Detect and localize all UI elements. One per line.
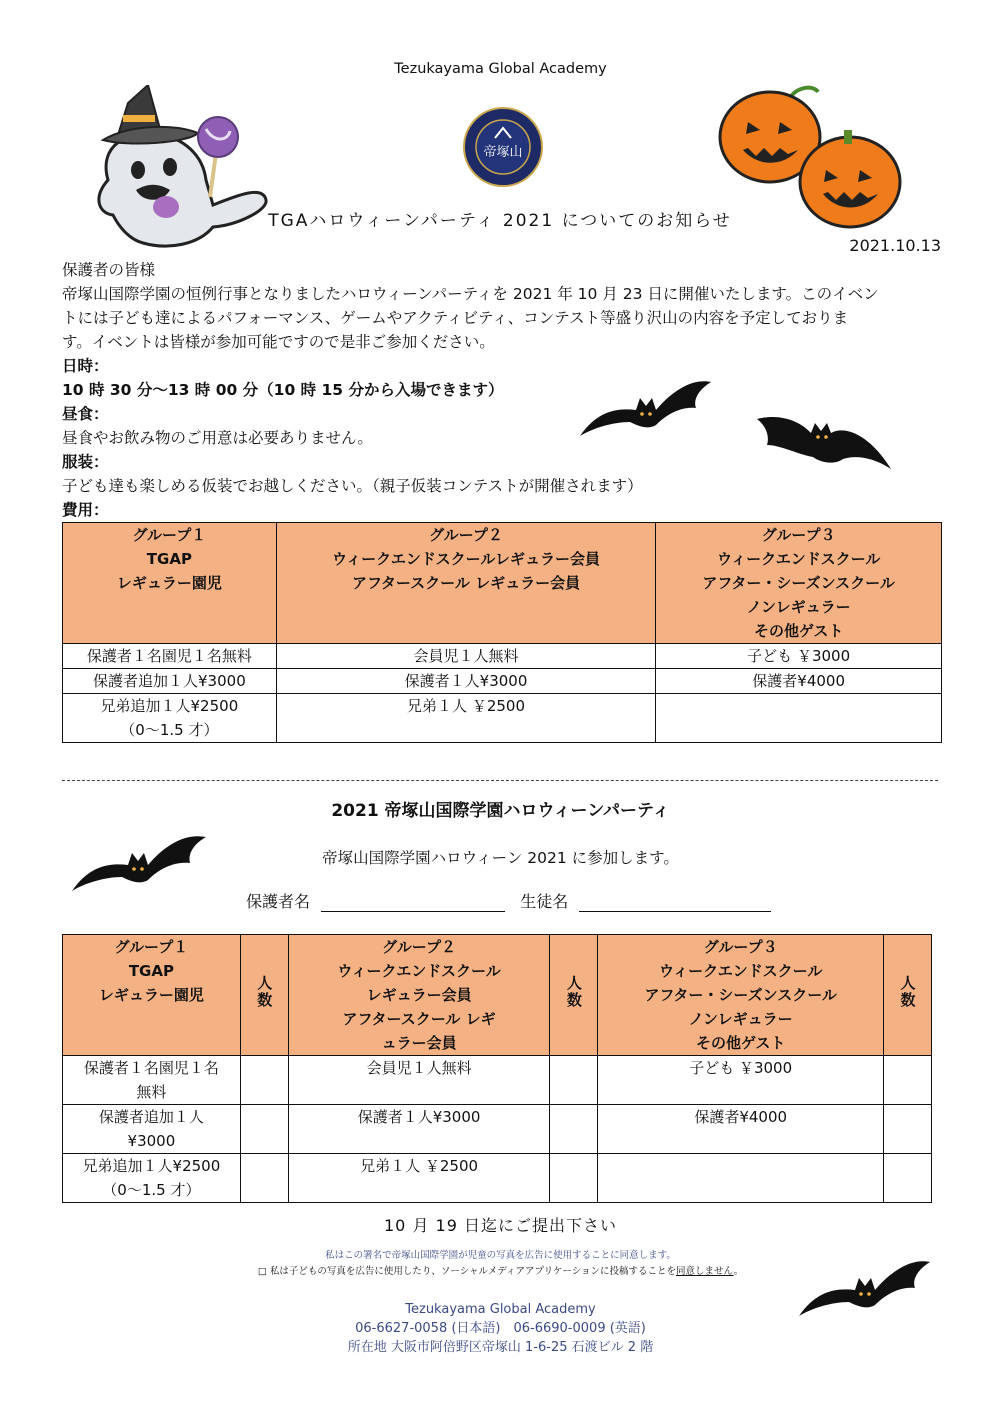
count-input-cell[interactable] bbox=[550, 1056, 598, 1105]
guardian-name-label: 保護者名 bbox=[246, 892, 311, 911]
table-row bbox=[63, 1056, 932, 1105]
group3-header bbox=[656, 523, 942, 644]
intro-line: トには子ども達によるパフォーマンス、ゲームやアクティビティ、コンテスト等盛り沢山の内容を予定しておりま bbox=[62, 309, 849, 327]
fee-cell: 保護者１人¥3000 bbox=[288, 1105, 550, 1154]
header-line: グループ２ bbox=[382, 938, 456, 956]
when-value: 10 時 30 分〜13 時 00 分（10 時 15 分から入場できます） bbox=[62, 381, 504, 399]
header-line: グループ１ bbox=[132, 526, 207, 544]
header-line: ノンレギュラー bbox=[746, 598, 851, 616]
group2-header bbox=[276, 523, 656, 644]
fee-cell: 保護者¥4000 bbox=[598, 1105, 884, 1154]
count-input-cell[interactable] bbox=[550, 1154, 598, 1203]
count-label: 人数 bbox=[898, 974, 917, 1009]
consent-statement: 私はこの署名で帝塚山国際学園が児童の写真を広告に使用することに同意します。 bbox=[325, 1250, 676, 1261]
dress-label: 服装： bbox=[62, 453, 109, 471]
reply-table-header-row bbox=[63, 935, 932, 1056]
lunch-value: 昼食やお飲み物のご用意は必要ありません。 bbox=[62, 429, 373, 447]
count-input-cell[interactable] bbox=[240, 1056, 288, 1105]
header-line: ノンレギュラー bbox=[688, 1010, 793, 1028]
header-line: レギュラー園児 bbox=[116, 574, 222, 592]
group3-header bbox=[598, 935, 884, 1056]
table-row bbox=[63, 1154, 932, 1203]
header-line: TGAP bbox=[128, 962, 174, 980]
header-line: グループ１ bbox=[114, 938, 189, 956]
guardian-name-field[interactable] bbox=[321, 893, 505, 912]
reply-table bbox=[62, 934, 932, 1203]
when-label: 日時： bbox=[62, 357, 109, 375]
group1-header bbox=[63, 935, 241, 1056]
letter-body bbox=[62, 258, 942, 522]
intro-line: 帝塚山国際学園の恒例行事となりましたハロウィーンパーティを 2021 年 10 月 23 日に開催いたします。このイベン bbox=[62, 285, 879, 303]
header-line: レギュラー園児 bbox=[98, 986, 204, 1004]
name-fields bbox=[246, 889, 771, 912]
fee-table bbox=[62, 522, 942, 743]
bat-illustration bbox=[755, 405, 893, 473]
count-input-cell[interactable] bbox=[883, 1105, 931, 1154]
table-row bbox=[63, 669, 942, 694]
fee-cell: 保護者¥4000 bbox=[656, 669, 942, 694]
fee-cell: 保護者追加１人¥3000 bbox=[63, 669, 277, 694]
fee-table-header-row bbox=[63, 523, 942, 644]
count-input-cell[interactable] bbox=[883, 1056, 931, 1105]
student-name-field[interactable] bbox=[579, 893, 771, 912]
count-label: 人数 bbox=[255, 974, 274, 1009]
academy-logo bbox=[462, 106, 544, 188]
header-line: アフター・シーズンスクール bbox=[702, 574, 895, 592]
header-line: レギュラー会員 bbox=[366, 986, 472, 1004]
header-line: アフタースクール レギュラー会員 bbox=[351, 574, 581, 592]
deadline: 10 月 19 日迄にご提出下さい bbox=[384, 1216, 617, 1235]
consent-optout-end: 。 bbox=[733, 1266, 744, 1277]
header-line: ウィークエンドスクール bbox=[337, 962, 501, 980]
count-input-cell[interactable] bbox=[550, 1105, 598, 1154]
footer bbox=[0, 1300, 1001, 1357]
lunch-label: 昼食： bbox=[62, 405, 109, 423]
fee-cell bbox=[656, 694, 942, 743]
academy-name: Tezukayama Global Academy bbox=[394, 61, 607, 77]
greeting: 保護者の皆様 bbox=[62, 261, 156, 279]
fee-cell: 兄弟追加１人¥2500 （0〜1.5 才） bbox=[63, 1154, 241, 1203]
intro-line: す。イベントは皆様が参加可能ですので是非ご参加ください。 bbox=[62, 333, 495, 351]
consent-optout-text: □ 私は子どもの写真を広告に使用したり、ソーシャルメディアアプリケーションに投稿することを bbox=[257, 1266, 677, 1277]
count-header bbox=[240, 935, 288, 1056]
fee-cell: 会員児１人無料 bbox=[276, 644, 656, 669]
consent-optout-emphasis: 同意しません bbox=[676, 1266, 734, 1277]
header-line: TGAP bbox=[146, 550, 192, 568]
fee-cell: 保護者追加１人 ¥3000 bbox=[63, 1105, 241, 1154]
page-title: TGAハロウィーンパーティ 2021 についてのお知らせ bbox=[268, 211, 732, 231]
student-name-label: 生徒名 bbox=[520, 892, 569, 911]
header-line: アフター・シーズンスクール bbox=[644, 986, 837, 1004]
header-line: その他ゲスト bbox=[695, 1034, 786, 1052]
header-line: グループ２ bbox=[429, 526, 503, 544]
header-line: ウィークエンドスクール bbox=[716, 550, 881, 568]
table-row bbox=[63, 644, 942, 669]
fee-cell: 保護者１名園児１名無料 bbox=[63, 644, 277, 669]
dress-value: 子ども達も楽しめる仮装でお越しください。（親子仮装コンテストが開催されます） bbox=[62, 477, 643, 495]
header-line: アフタースクール レギ bbox=[342, 1010, 496, 1028]
group2-header bbox=[288, 935, 550, 1056]
fee-cell: 保護者１名園児１名 無料 bbox=[63, 1056, 241, 1105]
fee-cell: 会員児１人無料 bbox=[288, 1056, 550, 1105]
logo-text: 帝塚山 bbox=[483, 145, 523, 160]
count-input-cell[interactable] bbox=[883, 1154, 931, 1203]
header-line: グループ３ bbox=[703, 938, 778, 956]
fee-cell: 兄弟１人 ￥2500 bbox=[276, 694, 656, 743]
notice-date: 2021.10.13 bbox=[849, 236, 941, 255]
fee-label: 費用： bbox=[62, 501, 109, 519]
fee-cell: 子ども ￥3000 bbox=[656, 644, 942, 669]
table-row bbox=[63, 694, 942, 743]
count-header bbox=[883, 935, 931, 1056]
header-line: ウィークエンドスクールレギュラー会員 bbox=[332, 550, 601, 568]
header-line: グループ３ bbox=[761, 526, 836, 544]
table-row bbox=[63, 1105, 932, 1154]
form-title: 2021 帝塚山国際学園ハロウィーンパーティ bbox=[331, 801, 670, 821]
fee-cell: 兄弟１人 ￥2500 bbox=[288, 1154, 550, 1203]
fee-cell: 兄弟追加１人¥2500 （0〜1.5 才） bbox=[63, 694, 277, 743]
header-line: ウィークエンドスクール bbox=[659, 962, 823, 980]
fee-cell: 保護者１人¥3000 bbox=[276, 669, 656, 694]
count-input-cell[interactable] bbox=[240, 1154, 288, 1203]
footer-address: 所在地 大阪市阿倍野区帝塚山 1-6-25 石渡ビル 2 階 bbox=[347, 1340, 654, 1355]
header-line: ュラー会員 bbox=[381, 1034, 457, 1052]
footer-academy: Tezukayama Global Academy bbox=[405, 1302, 596, 1317]
count-label: 人数 bbox=[564, 974, 583, 1009]
count-input-cell[interactable] bbox=[240, 1105, 288, 1154]
fee-cell bbox=[598, 1154, 884, 1203]
footer-phones: 06-6627-0058 (日本語) 06-6690-0009 (英語) bbox=[355, 1321, 646, 1336]
group1-header bbox=[63, 523, 277, 644]
cut-line bbox=[62, 780, 938, 781]
count-header bbox=[550, 935, 598, 1056]
bat-illustration bbox=[578, 370, 713, 438]
header-line: その他ゲスト bbox=[753, 622, 844, 640]
participation-statement: 帝塚山国際学園ハロウィーン 2021 に参加します。 bbox=[322, 849, 679, 867]
fee-cell: 子ども ￥3000 bbox=[598, 1056, 884, 1105]
